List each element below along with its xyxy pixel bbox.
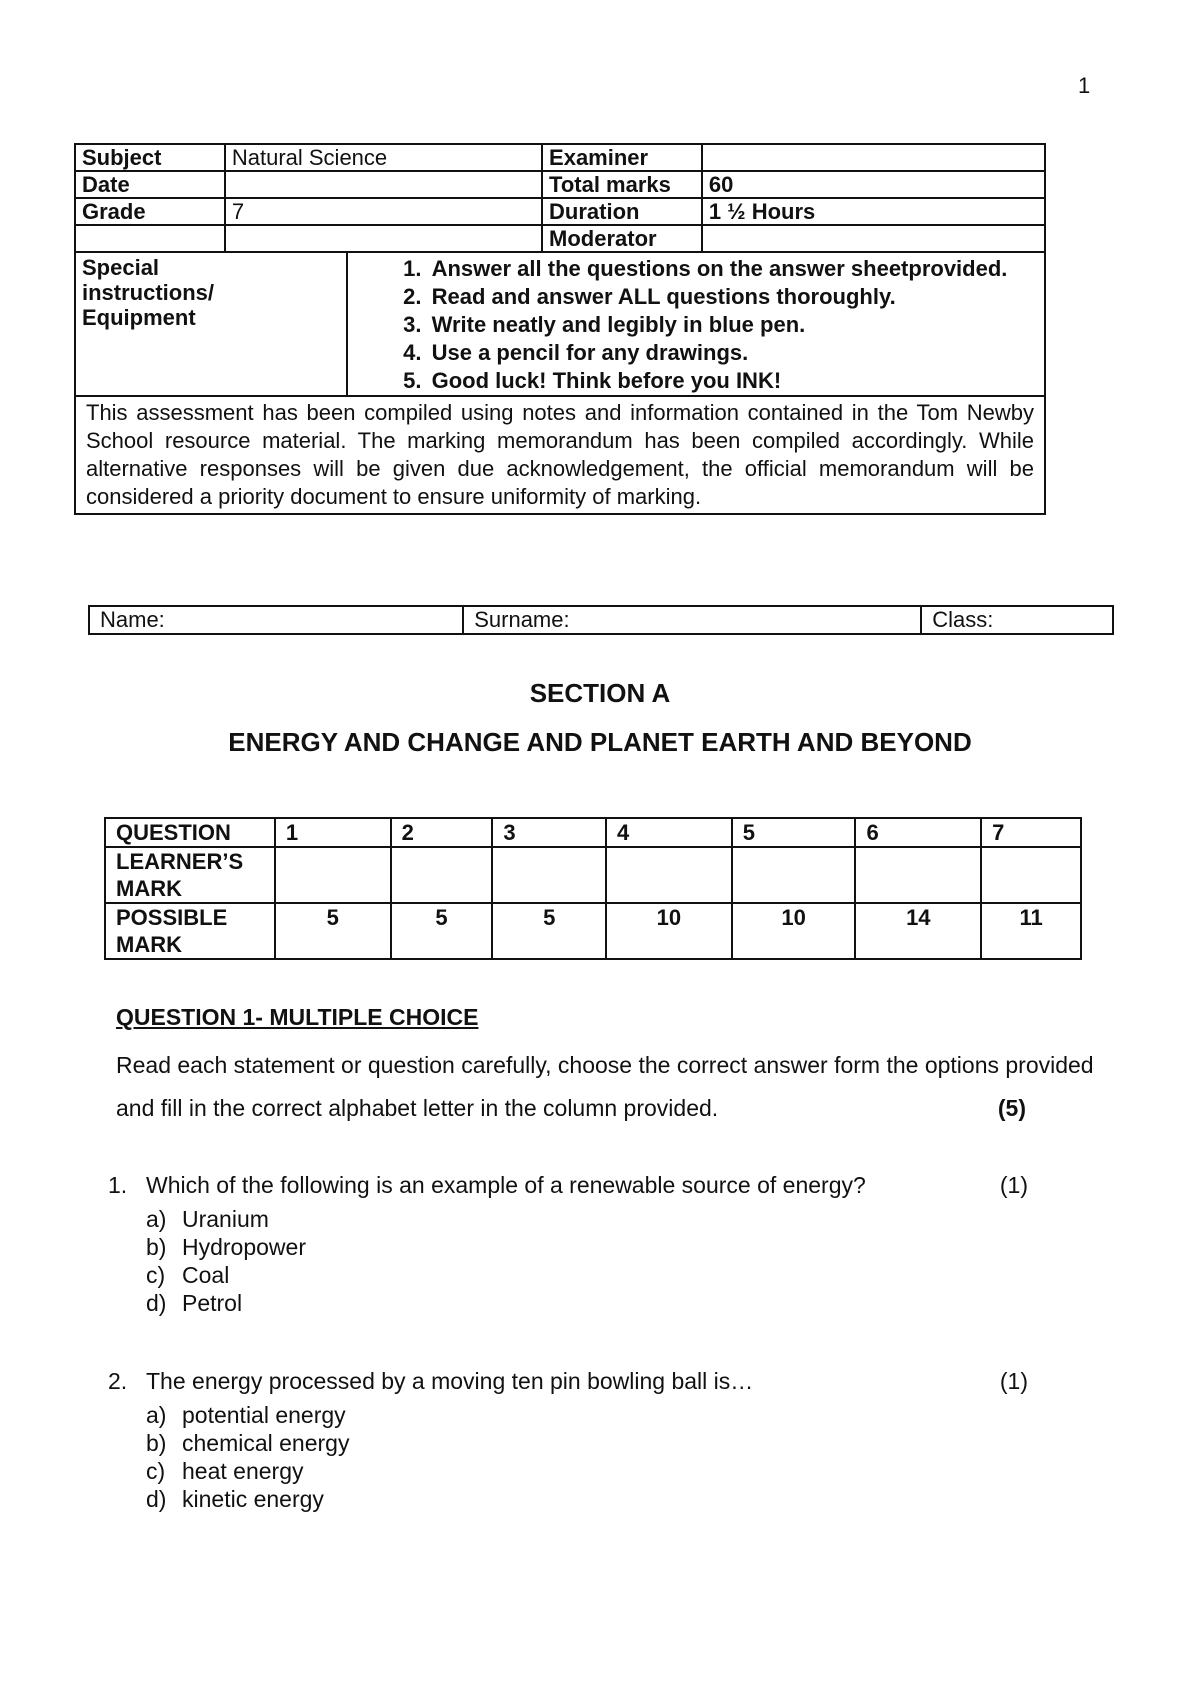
examiner-value	[702, 144, 1045, 171]
option-item[interactable]	[146, 1429, 1028, 1457]
special-label-line: Equipment	[82, 305, 196, 330]
special-instructions-label	[75, 252, 347, 396]
question-1-heading: QUESTION 1- MULTIPLE CHOICE	[116, 1004, 479, 1030]
question-number-cell: 1	[275, 818, 391, 847]
question-1-intro-text: Read each statement or question carefully, choose the correct answer form the options provided and fill in the correct alphabet letter in the column provided.	[116, 1052, 1094, 1121]
date-value	[225, 171, 542, 198]
possible-mark-cell: 11	[981, 903, 1081, 959]
option-letter: a)	[146, 1206, 167, 1232]
exam-details-table	[74, 143, 1046, 515]
empty-cell	[225, 225, 542, 252]
option-letter: b)	[146, 1430, 167, 1456]
instruction-item: 4. Use a pencil for any drawings.	[428, 339, 1044, 367]
marks-table	[104, 817, 1082, 960]
question-text: The energy processed by a moving ten pin bowling ball is…	[146, 1368, 754, 1394]
instruction-item: 2. Read and answer ALL questions thoroughly.	[428, 283, 1044, 311]
moderator-label: Moderator	[542, 225, 702, 252]
option-item[interactable]	[146, 1233, 1028, 1261]
learner-mark-cell[interactable]	[732, 847, 856, 903]
possible-mark-cell: 14	[855, 903, 981, 959]
name-field[interactable]: Name:	[89, 606, 463, 634]
section-title: SECTION A	[529, 678, 671, 708]
page-number: 1	[1078, 73, 1091, 98]
subject-label: Subject	[75, 144, 225, 171]
question-stem	[108, 1172, 1028, 1199]
question-number: 2.	[108, 1368, 128, 1394]
instruction-item: 3. Write neatly and legibly in blue pen.	[428, 311, 1044, 339]
question-number-cell: 6	[855, 818, 981, 847]
option-text: Uranium	[182, 1206, 269, 1232]
learner-mark-cell[interactable]	[981, 847, 1081, 903]
question-number-cell: 2	[391, 818, 493, 847]
question-1-intro	[116, 1044, 1096, 1130]
special-instructions-list-cell	[347, 252, 1045, 396]
question-marks: (1)	[999, 1172, 1028, 1198]
surname-field[interactable]: Surname:	[463, 606, 921, 634]
option-letter: b)	[146, 1234, 167, 1260]
options-list	[146, 1205, 1028, 1317]
instructions-list	[348, 253, 1044, 395]
possible-mark-cell: 10	[606, 903, 732, 959]
question-number-cell: 5	[732, 818, 856, 847]
option-letter: d)	[146, 1290, 167, 1316]
question-number-cell: 3	[492, 818, 606, 847]
instruction-item: 5. Good luck! Think before you INK!	[428, 367, 1044, 395]
class-field[interactable]: Class:	[921, 606, 1113, 634]
question-item	[108, 1368, 1028, 1513]
option-item[interactable]	[146, 1289, 1028, 1317]
learner-mark-cell[interactable]	[492, 847, 606, 903]
total-marks-label: Total marks	[542, 171, 702, 198]
option-text: kinetic energy	[182, 1486, 324, 1512]
learner-mark-cell[interactable]	[606, 847, 732, 903]
option-text: potential energy	[182, 1402, 346, 1428]
question-1-total-marks: (5)	[997, 1095, 1026, 1121]
possible-mark-cell: 5	[391, 903, 493, 959]
learner-mark-row-label: LEARNER’S MARK	[105, 847, 275, 903]
possible-mark-cell: 5	[492, 903, 606, 959]
special-label-line: Special	[82, 255, 160, 280]
question-number: 1.	[108, 1172, 128, 1198]
option-letter: d)	[146, 1486, 167, 1512]
duration-label: Duration	[542, 198, 702, 225]
question-number-cell: 7	[981, 818, 1081, 847]
option-letter: c)	[146, 1262, 166, 1288]
options-list	[146, 1401, 1028, 1513]
learner-info-table	[88, 605, 1114, 635]
possible-mark-cell: 10	[732, 903, 856, 959]
special-label-line: instructions/	[82, 280, 215, 305]
option-letter: c)	[146, 1458, 166, 1484]
compiled-note: This assessment has been compiled using notes and information contained in the Tom Newby School resource material. The marking memorandum has been compiled accordingly. While alternative responses will be given due acknowledgement, the official memorandum will be considered a priority document to ensure uniformity of marking.	[75, 396, 1045, 514]
duration-value: 1 ½ Hours	[702, 198, 1045, 225]
option-text: Hydropower	[182, 1234, 306, 1260]
option-item[interactable]	[146, 1457, 1028, 1485]
question-stem	[108, 1368, 1028, 1395]
section-subtitle: ENERGY AND CHANGE AND PLANET EARTH AND BEYOND	[228, 727, 972, 757]
empty-cell	[75, 225, 225, 252]
option-text: chemical energy	[182, 1430, 350, 1456]
moderator-value	[702, 225, 1045, 252]
subject-value: Natural Science	[225, 144, 542, 171]
option-text: Petrol	[182, 1290, 243, 1316]
option-letter: a)	[146, 1402, 167, 1428]
total-marks-value: 60	[702, 171, 1045, 198]
possible-mark-cell: 5	[275, 903, 391, 959]
learner-mark-cell[interactable]	[391, 847, 493, 903]
learner-mark-cell[interactable]	[855, 847, 981, 903]
instruction-item: 1. Answer all the questions on the answer sheetprovided.	[428, 255, 1044, 283]
question-text: Which of the following is an example of a renewable source of energy?	[146, 1172, 866, 1198]
option-text: Coal	[182, 1262, 230, 1288]
date-label: Date	[75, 171, 225, 198]
question-marks: (1)	[999, 1368, 1028, 1394]
question-row-label: QUESTION	[105, 818, 275, 847]
question-number-cell: 4	[606, 818, 732, 847]
learner-mark-cell[interactable]	[275, 847, 391, 903]
grade-label: Grade	[75, 198, 225, 225]
option-item[interactable]	[146, 1261, 1028, 1289]
question-item	[108, 1172, 1028, 1317]
possible-mark-row-label: POSSIBLE MARK	[105, 903, 275, 959]
option-item[interactable]	[146, 1485, 1028, 1513]
grade-value: 7	[225, 198, 542, 225]
option-item[interactable]	[146, 1205, 1028, 1233]
option-text: heat energy	[182, 1458, 304, 1484]
examiner-label: Examiner	[542, 144, 702, 171]
option-item[interactable]	[146, 1401, 1028, 1429]
